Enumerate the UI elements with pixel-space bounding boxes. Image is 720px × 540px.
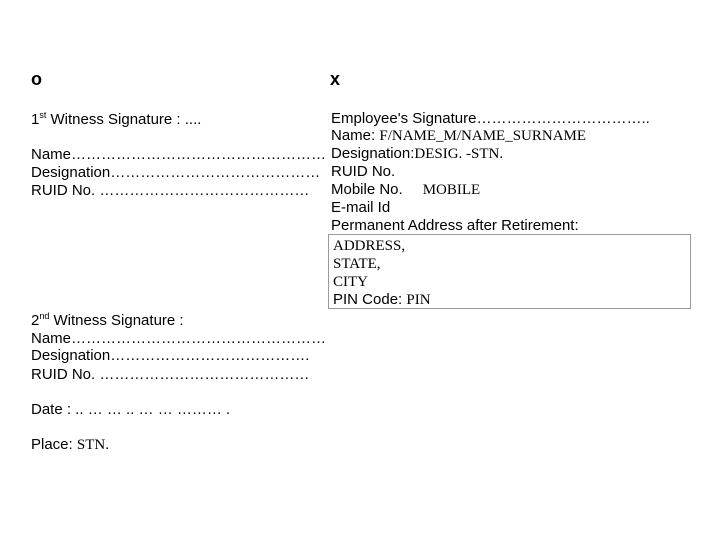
witness1-signature-label (31, 111, 201, 129)
witness1-ruid-field: RUID No. …………………………………… (31, 182, 310, 199)
address-value: ADDRESS (333, 238, 402, 254)
witness2-ruid-field: RUID No. …………………………………… (31, 366, 310, 383)
place-label: Place: (31, 436, 77, 453)
employee-name-label: Name: (331, 127, 380, 144)
left-marker: o (31, 69, 42, 89)
employee-ruid-label: RUID No. (331, 163, 396, 180)
employee-designation-field (331, 145, 503, 163)
employee-email-label: E-mail Id (331, 199, 391, 216)
employee-designation-label: Designation: (331, 145, 415, 162)
witness1-ordinal: 1 (31, 111, 40, 128)
employee-mobile-value: MOBILE (422, 182, 481, 198)
pin-code-value: PIN (406, 292, 431, 308)
witness2-name-field: Name…………………………………………… (31, 330, 327, 347)
employee-signature-label: Employee's Signature…………………………….. (331, 110, 650, 127)
witness2-ordinal: 2 (31, 312, 40, 329)
address-line-2: STATE, (333, 256, 381, 272)
date-field: Date : .. … … .. … … ……… . (31, 401, 231, 418)
witness1-label-text: Witness Signature : .... (46, 111, 202, 128)
pin-code-label: PIN Code: (333, 291, 407, 308)
right-marker: x (330, 69, 341, 89)
employee-mobile-field (331, 181, 480, 199)
permanent-address-heading: Permanent Address after Retirement: (331, 217, 579, 234)
place-value: STN. (76, 437, 109, 453)
witness1-name-field: Name…………………………………………… (31, 146, 327, 163)
witness2-ordinal-suffix: nd (39, 311, 50, 321)
witness2-label-text: Witness Signature : (49, 312, 184, 329)
address-line-3: CITY (333, 274, 368, 290)
employee-name-value: F/NAME_M/NAME_SURNAME (379, 128, 587, 144)
employee-mobile-label: Mobile No. (331, 181, 403, 198)
employee-name-field (331, 127, 586, 145)
address-comma: , (401, 238, 406, 254)
employee-designation-value: DESIG. -STN. (414, 146, 504, 162)
witness2-designation-field: Designation…………………………………. (31, 347, 310, 364)
witness1-ordinal-suffix: st (39, 110, 47, 120)
place-field (31, 436, 109, 454)
pin-code-field (333, 291, 431, 309)
witness1-designation-field: Designation…………………………………… (31, 164, 321, 181)
address-line-1 (333, 237, 405, 255)
witness2-signature-label (31, 312, 184, 330)
